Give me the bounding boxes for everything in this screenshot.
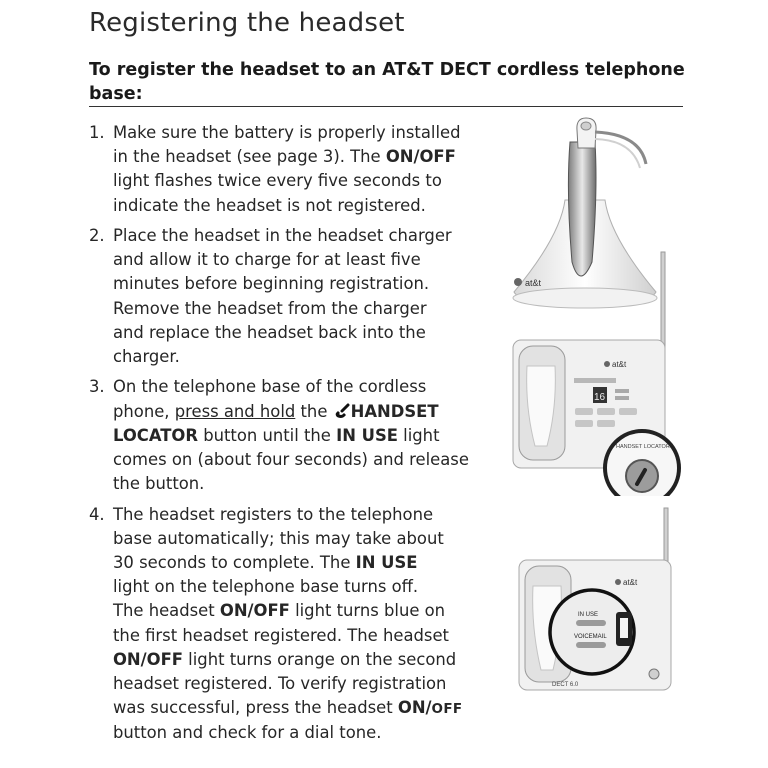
step-text: 30 seconds to complete. The <box>113 553 356 573</box>
voicemail-label: VOICEMAIL <box>574 634 607 640</box>
telephone-base-inuse-illustration <box>514 504 684 704</box>
step-text: light <box>397 425 440 445</box>
step-line <box>113 224 489 248</box>
phone-handset-icon <box>333 402 351 420</box>
step-line <box>113 575 489 599</box>
step-number: 3. <box>89 377 105 397</box>
step-line <box>113 169 489 193</box>
page-title: Registering the headset <box>89 8 405 38</box>
step-text: charger. <box>113 347 180 367</box>
step-line <box>113 424 489 448</box>
divider-rule <box>89 106 683 107</box>
step-line <box>113 345 489 369</box>
handset-locator-panel-label: HANDSET LOCATOR <box>616 444 670 450</box>
step-item <box>89 121 489 218</box>
step-text: light turns blue on <box>289 601 446 621</box>
step-text: in the headset (see page 3). The <box>113 147 386 167</box>
base-brand: at&t <box>612 360 627 369</box>
step-text: Make sure the battery is properly installed <box>113 123 461 142</box>
step-text: headset registered. To verify registration <box>113 674 447 694</box>
step-line <box>113 375 489 399</box>
section-subtitle: To register the headset to an AT&T DECT cordless telephone base: <box>89 60 685 104</box>
step-text: Place the headset in the headset charger <box>113 226 452 245</box>
step-text: light turns orange on the second <box>182 649 457 669</box>
step-line <box>113 624 489 648</box>
step-line <box>113 672 489 696</box>
step-text: button until the <box>197 425 337 445</box>
step-text: The headset <box>113 601 220 621</box>
step-line <box>113 297 489 321</box>
step-line <box>113 248 489 272</box>
base-display-digits: 16 <box>594 392 606 403</box>
emphasis-underline: press and hold <box>174 401 296 421</box>
step-line <box>113 321 489 345</box>
step-text: On the telephone base of the cordless <box>113 377 427 397</box>
emphasis-bold: OFF <box>431 701 463 718</box>
step-text: and allow it to charge for at least five <box>113 250 421 270</box>
step-text: and replace the headset back into the <box>113 322 426 342</box>
emphasis-bold: IN USE <box>355 553 418 573</box>
steps-list <box>89 121 489 752</box>
step-line <box>113 472 489 496</box>
emphasis-bold: IN USE <box>336 425 398 445</box>
step-text: button and check for a dial tone. <box>113 723 382 743</box>
step-item <box>89 224 489 369</box>
step-text: Remove the headset from the charger <box>113 298 427 318</box>
step-line <box>113 503 489 527</box>
step-text: the <box>295 401 333 421</box>
step-item <box>89 375 489 496</box>
emphasis-bold: ON/ <box>397 698 432 718</box>
step-number: 1. <box>89 123 105 142</box>
step-line <box>113 599 489 623</box>
step-line <box>113 648 489 672</box>
headset-charger-brand: at&t <box>525 278 542 288</box>
step-text: The headset registers to the telephone <box>113 504 434 524</box>
step-item <box>89 503 489 746</box>
base-brand-2: at&t <box>623 578 638 587</box>
step-text: indicate the headset is not registered. <box>113 195 426 215</box>
base-model-label: DECT 6.0 <box>552 682 579 688</box>
step-line <box>113 527 489 551</box>
step-line <box>113 721 489 745</box>
step-text: light flashes twice every five seconds to <box>113 171 442 191</box>
emphasis-bold: ON/OFF <box>113 649 183 669</box>
step-line <box>113 272 489 296</box>
step-line <box>113 400 489 424</box>
emphasis-bold: HANDSET <box>350 401 439 421</box>
emphasis-bold: LOCATOR <box>113 425 198 445</box>
telephone-base-locator-illustration <box>505 248 685 496</box>
step-text: base automatically; this may take about <box>113 528 444 548</box>
emphasis-bold: ON/OFF <box>385 147 456 167</box>
step-text: minutes before beginning registration. <box>113 274 430 294</box>
step-line <box>113 696 489 721</box>
step-text: the first headset registered. The headset <box>113 625 449 645</box>
step-number: 2. <box>89 226 105 245</box>
step-text: was successful, press the headset <box>113 698 398 718</box>
step-line <box>113 145 489 169</box>
step-line <box>113 121 489 145</box>
in-use-label: IN USE <box>578 612 599 618</box>
step-text: the button. <box>113 474 205 494</box>
step-text: light on the telephone base turns off. <box>113 577 419 597</box>
step-text: comes on (about four seconds) and release <box>113 450 469 470</box>
step-number: 4. <box>89 504 105 524</box>
step-line <box>113 448 489 472</box>
step-line <box>113 551 489 575</box>
step-text: phone, <box>113 401 175 421</box>
emphasis-bold: ON/OFF <box>219 601 290 621</box>
step-line <box>113 194 489 218</box>
